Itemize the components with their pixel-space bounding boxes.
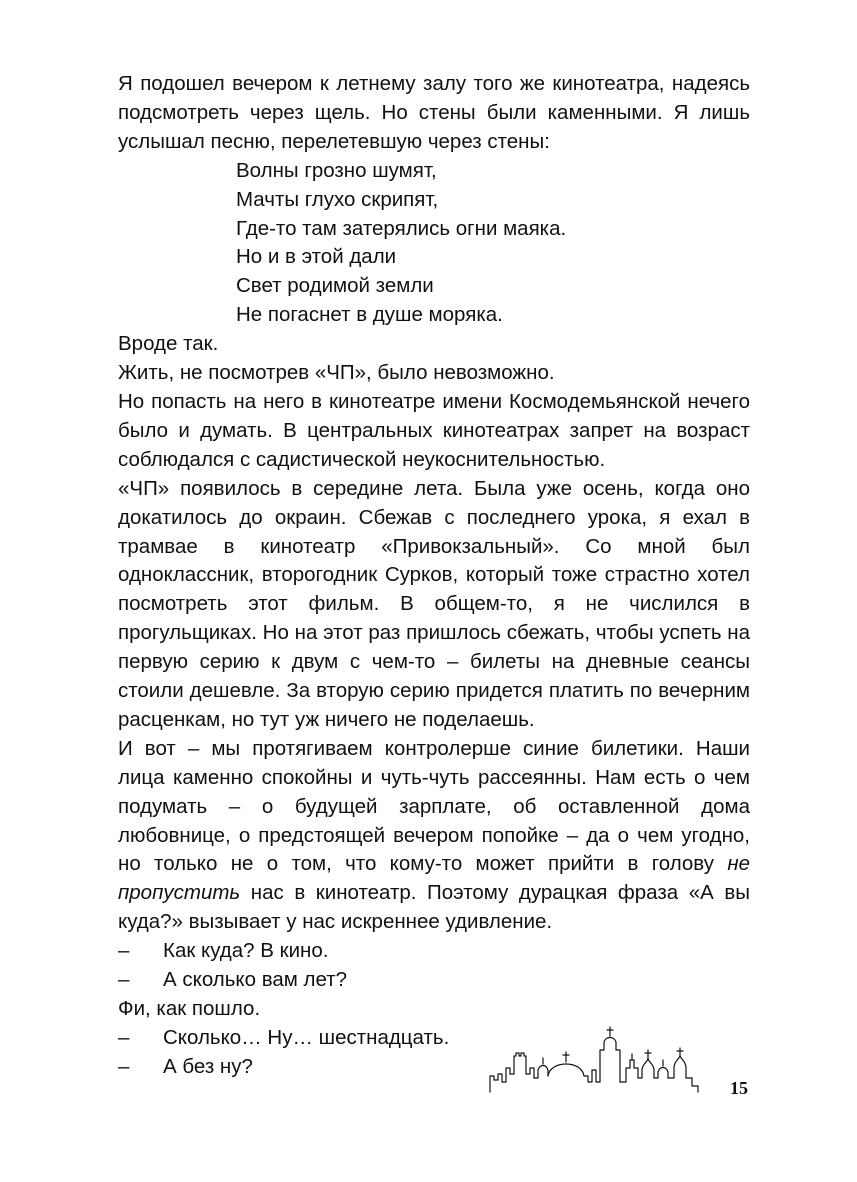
dialog-text: Сколько… Ну… шестнадцать. <box>163 1025 450 1049</box>
paragraph-text: И вот – мы протягиваем контролерше синие билетики. Наши лица каменно спокойны и чуть-чуть рассеянны. Нам есть о чем подумать – о будущей зарплате, об оставленной дома любовнице, о предстоящей вечером попойке – да о чем угодно, но только не о том, что кому-то может прийти в голову <box>118 736 750 876</box>
paragraph-text: Жить, не посмотрев «ЧП», было невозможно. <box>118 361 555 385</box>
dialog-dash: – <box>118 939 130 963</box>
poem-line: Мачты глухо скрипят, <box>236 187 439 211</box>
paragraph-text: Вроде так. <box>118 332 219 356</box>
paragraph-text: «ЧП» появилось в середине лета. Была уже осень, когда оно докатилось до окраин. Сбежав с последнего урока, я ехал в трамвае в кинотеатр «Привокзальный». Со мной был одноклассник, второгодник Сурков, который тоже страстно хотел посмотреть этот фильм. В общем-то, я не числился в прогульщиках. Но на этот раз пришлось сбежать, чтобы успеть на первую серию к двум с чем-то – билеты на дневные сеансы стоили дешевле. За вторую серию придется платить по вечерним расценкам, но тут уж ничего не поделаешь. <box>118 476 750 731</box>
paragraph-tickets <box>118 735 750 937</box>
poem-line: Но и в этой дали <box>236 245 397 269</box>
paragraph-text: Но попасть на него в кинотеатре имени Космодемьянской нечего было и думать. В центральных кинотеатрах запрет на возраст соблюдался с садистической неукоснительностью. <box>118 389 750 471</box>
dialog-dash: – <box>118 968 130 992</box>
dialog-text: А без ну? <box>163 1054 253 1078</box>
poem-line: Где-то там затерялись огни маяка. <box>236 216 567 240</box>
poem-line: Волны грозно шумят, <box>236 158 437 182</box>
dialog-dash: – <box>118 1054 130 1078</box>
city-skyline-icon <box>488 1024 716 1096</box>
paragraph-text: Я подошел вечером к летнему залу того же кинотеатра, надеясь подсмотреть через щель. Но стены были каменными. Я лишь услышал песню, перелетевшую через стены: <box>118 72 750 153</box>
paragraph-vrode-tak <box>118 330 750 359</box>
paragraph-text: Фи, как пошло. <box>118 997 261 1020</box>
poem-line: Свет родимой земли <box>236 274 434 298</box>
emphasis-text: не пропустить <box>118 852 750 905</box>
paragraph-summer-hall <box>118 70 750 157</box>
poem-line: Не погаснет в душе моряка. <box>236 303 503 327</box>
dialog-text: А сколько вам лет? <box>163 968 348 992</box>
song-lyrics <box>118 157 750 330</box>
page-number: 15 <box>730 1078 748 1098</box>
paragraph-aside <box>118 995 750 1024</box>
dialog-dash: – <box>118 1025 130 1049</box>
dialog-line <box>118 937 750 966</box>
paragraph-zhit <box>118 359 750 388</box>
paragraph-kosmodemyanskaya <box>118 388 750 475</box>
paragraph-chp-summer <box>118 475 750 735</box>
dialog-line <box>118 966 750 995</box>
paragraph-text: нас в кинотеатр. Поэтому дурацкая фраза «А вы куда?» вызывает у нас искреннее удивление. <box>118 881 750 934</box>
body-text <box>118 70 750 1082</box>
dialog-text: Как куда? В кино. <box>163 939 329 963</box>
